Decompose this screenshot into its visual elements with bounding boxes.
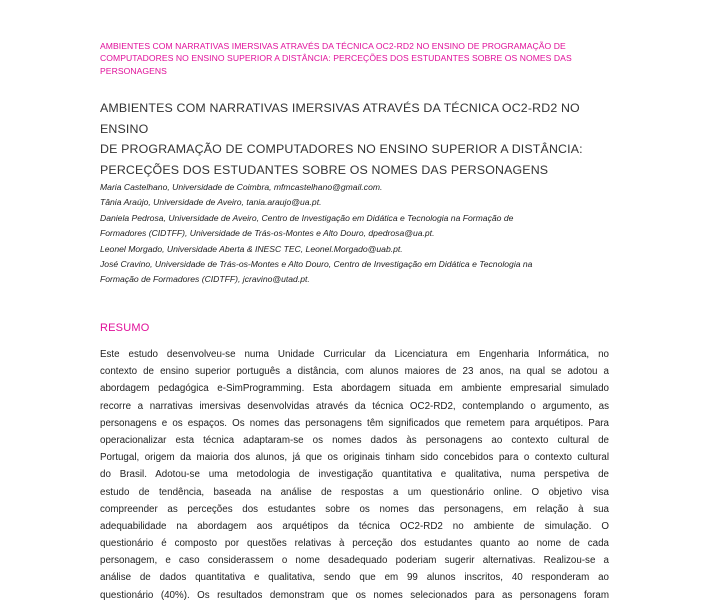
abstract-line: abordagem pedagógica e-SimProgramming. Esta abordagem situada em ambiente empresarial simulado <box>100 383 609 395</box>
author-line: Leonel Morgado, Universidade Aberta & INESC TEC, Leonel.Morgado@uab.pt. <box>100 243 403 254</box>
abstract-line: questionário (40%). Os resultados demonstram que os nomes selecionados para as personagens foram <box>100 589 609 601</box>
abstract-line: questionário é composto por questões relativas à perceção dos estudantes quanto ao nome de cada <box>100 538 609 550</box>
section-heading-resumo: RESUMO <box>100 322 150 334</box>
author-line: Formação de Formadores (CIDTFF), jcravino@utad.pt. <box>100 274 310 285</box>
abstract-line: Este estudo desenvolveu-se numa Unidade Curricular da Licenciatura em Engenharia Informática, no <box>100 349 609 360</box>
author-line: Daniela Pedrosa, Universidade de Aveiro, Centro de Investigação em Didática e Tecnologia na Formação de <box>100 212 514 223</box>
author-line: Maria Castelhano, Universidade de Coimbra, mfmcastelhano@gmail.com. <box>100 182 383 192</box>
abstract-line: análise de dados quantitativa e qualitativa, sendo que em 99 alunos inscritos, 40 responderam ao <box>100 572 609 584</box>
abstract-line: contexto de ensino superior português a distância, com alunos maiores de 23 anos, na qual se adotou a <box>100 366 609 378</box>
abstract-body <box>100 346 609 601</box>
abstract-line: personagem, e caso considerassem o nome desadequado poderiam sugerir alternativas. Realizou-se a <box>100 555 609 567</box>
paper-title <box>100 98 620 180</box>
paper-title-line: PERCEÇÕES DOS ESTUDANTES SOBRE OS NOMES DAS PERSONAGENS <box>100 162 549 177</box>
running-header-line: PERSONAGENS <box>100 65 167 76</box>
abstract-line: operacionalizar esta técnica adaptaram-se os nomes dados às personagens ao contexto cultural de <box>100 434 609 446</box>
running-header-line: COMPUTADORES NO ENSINO SUPERIOR A DISTÂNCIA: PERCEÇÕES DOS ESTUDANTES SOBRE OS NOMES DAS <box>100 53 572 64</box>
running-header-line: AMBIENTES COM NARRATIVAS IMERSIVAS ATRAVÉS DA TÉCNICA OC2-RD2 NO ENSINO DE PROGRAMAÇÃO DE <box>100 41 566 51</box>
paper-title-line: AMBIENTES COM NARRATIVAS IMERSIVAS ATRAVÉS DA TÉCNICA OC2-RD2 NO ENSINO <box>100 101 580 136</box>
abstract-line: personagens e os espaços. Os nomes das personagens têm significados que remetem para arquétipos. Para <box>100 417 609 429</box>
author-list <box>100 180 610 288</box>
author-line: Formadores (CIDTFF), Universidade de Trás-os-Montes e Alto Douro, dpedrosa@ua.pt. <box>100 228 435 239</box>
paper-title-line: DE PROGRAMAÇÃO DE COMPUTADORES NO ENSINO SUPERIOR A DISTÂNCIA: <box>100 142 583 157</box>
abstract-line: Portugal, origem da maioria dos alunos, já que os originais tinham sido concebidos para o contexto cultural <box>100 452 609 464</box>
author-line: Tânia Araújo, Universidade de Aveiro, tania.araujo@ua.pt. <box>100 197 322 208</box>
author-line: José Cravino, Universidade de Trás-os-Montes e Alto Douro, Centro de Investigação em Didática e Tecnologia na <box>100 259 533 270</box>
running-header <box>100 40 600 77</box>
abstract-line: compreender as perceções dos estudantes sobre os nomes das personagens, em relação à sua <box>100 503 609 515</box>
abstract-line: do Brasil. Adotou-se uma metodologia de investigação quantitativa e qualitativa, numa perspetiva de <box>100 469 609 481</box>
abstract-line: recorre a narrativas imersivas desenvolvidas através da técnica OC2-RD2, contemplando o argumento, as <box>100 400 609 412</box>
abstract-line: adequabilidade na abordagem aos arquétipos da técnica OC2-RD2 no ambiente de simulação. O <box>100 520 609 532</box>
abstract-line: estudo de tendência, baseada na análise de respostas a um questionário online. O objetivo visa <box>100 486 609 498</box>
